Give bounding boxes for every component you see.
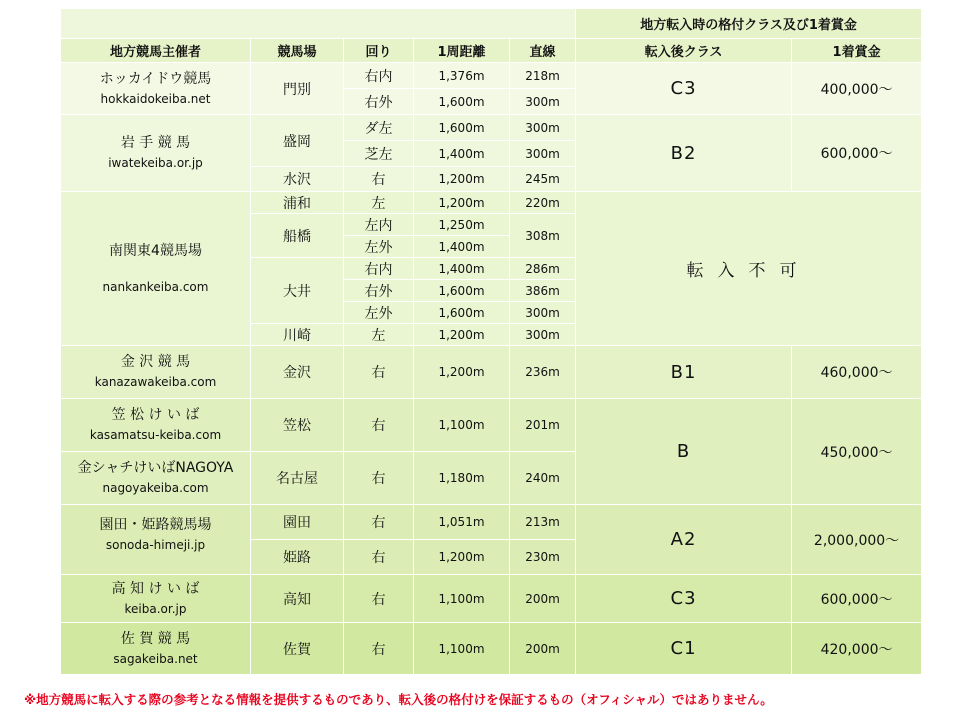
transfer-not-allowed-cell: 転入不可 — [576, 192, 922, 346]
col-header-distance: 1周距離 — [414, 39, 510, 63]
class-cell: C3 — [576, 63, 792, 115]
distance-cell: 1,400m — [414, 141, 510, 167]
prize-cell: 460,000～ — [792, 346, 922, 399]
track-name: 水沢 — [251, 167, 344, 192]
distance-cell: 1,400m — [414, 236, 510, 258]
track-name: 大井 — [251, 258, 344, 324]
straight-cell: 200m — [510, 623, 576, 675]
straight-cell: 201m — [510, 399, 576, 452]
group-header: 地方転入時の格付クラス及び1着賞金 — [576, 9, 922, 39]
straight-cell: 245m — [510, 167, 576, 192]
header-blank-cell — [61, 9, 576, 39]
turn-cell: 右 — [344, 575, 414, 623]
distance-cell: 1,600m — [414, 89, 510, 115]
organizer-cell — [61, 115, 251, 192]
track-name: 笠松 — [251, 399, 344, 452]
track-name: 名古屋 — [251, 452, 344, 505]
prize-cell: 420,000～ — [792, 623, 922, 675]
straight-cell: 300m — [510, 302, 576, 324]
turn-cell: 左外 — [344, 236, 414, 258]
distance-cell: 1,400m — [414, 258, 510, 280]
distance-cell: 1,100m — [414, 623, 510, 675]
organizer-cell — [61, 623, 251, 675]
organizer-url[interactable]: iwatekeiba.or.jp — [108, 156, 203, 170]
organizer-url[interactable]: keiba.or.jp — [124, 601, 187, 616]
turn-cell: 右外 — [344, 89, 414, 115]
turn-cell: ダ左 — [344, 115, 414, 141]
turn-cell: 右 — [344, 505, 414, 540]
straight-cell: 386m — [510, 280, 576, 302]
turn-cell: 右 — [344, 346, 414, 399]
distance-cell: 1,600m — [414, 115, 510, 141]
distance-cell: 1,180m — [414, 452, 510, 505]
prize-cell: 2,000,000～ — [792, 505, 922, 575]
straight-cell: 300m — [510, 141, 576, 167]
straight-cell: 240m — [510, 452, 576, 505]
organizer-cell — [61, 505, 251, 575]
organizer-name: 園田・姫路競馬場 — [99, 516, 212, 533]
turn-cell: 右内 — [344, 258, 414, 280]
class-cell: A2 — [576, 505, 792, 575]
track-name: 佐賀 — [251, 623, 344, 675]
distance-cell: 1,100m — [414, 575, 510, 623]
organizer-url[interactable]: sonoda-himeji.jp — [105, 537, 206, 552]
organizer-name: ホッカイドウ競馬 — [99, 70, 212, 87]
organizer-url[interactable]: nankankeiba.com — [102, 279, 209, 294]
col-header-turn: 回り — [344, 39, 414, 63]
turn-cell: 左 — [344, 324, 414, 346]
organizer-name: 高 知 け い ば — [111, 580, 200, 597]
track-name: 盛岡 — [251, 115, 344, 167]
organizer-name: 笠 松 け い ば — [111, 407, 200, 423]
organizer-url[interactable]: kasamatsu-keiba.com — [89, 428, 222, 442]
straight-cell: 300m — [510, 115, 576, 141]
prize-cell: 600,000～ — [792, 115, 922, 192]
turn-cell: 右 — [344, 540, 414, 575]
prize-cell: 600,000～ — [792, 575, 922, 623]
distance-cell: 1,200m — [414, 167, 510, 192]
col-header-prize: 1着賞金 — [792, 39, 922, 63]
class-cell: C1 — [576, 623, 792, 675]
turn-cell: 右 — [344, 399, 414, 452]
straight-cell: 236m — [510, 346, 576, 399]
organizer-cell — [61, 575, 251, 623]
distance-cell: 1,200m — [414, 346, 510, 399]
turn-cell: 左外 — [344, 302, 414, 324]
turn-cell: 左 — [344, 192, 414, 214]
prize-cell: 400,000～ — [792, 63, 922, 115]
track-name: 高知 — [251, 575, 344, 623]
organizer-name: 金シャチけいばNAGOYA — [77, 460, 234, 476]
col-header-track: 競馬場 — [251, 39, 344, 63]
class-cell: C3 — [576, 575, 792, 623]
straight-cell: 213m — [510, 505, 576, 540]
distance-cell: 1,200m — [414, 192, 510, 214]
straight-cell: 200m — [510, 575, 576, 623]
organizer-name: 佐 賀 競 馬 — [120, 630, 191, 647]
organizer-url[interactable]: hokkaidokeiba.net — [100, 91, 211, 106]
organizer-url[interactable]: kanazawakeiba.com — [94, 375, 217, 389]
distance-cell: 1,100m — [414, 399, 510, 452]
organizer-cell — [61, 452, 251, 505]
straight-cell: 220m — [510, 192, 576, 214]
track-info-table — [60, 8, 922, 675]
distance-cell: 1,051m — [414, 505, 510, 540]
track-name: 金沢 — [251, 346, 344, 399]
turn-cell: 左内 — [344, 214, 414, 236]
track-name: 川崎 — [251, 324, 344, 346]
turn-cell: 右 — [344, 623, 414, 675]
track-name: 姫路 — [251, 540, 344, 575]
organizer-name: 岩 手 競 馬 — [120, 135, 191, 151]
col-header-class: 転入後クラス — [576, 39, 792, 63]
straight-cell: 218m — [510, 63, 576, 89]
track-name: 門別 — [251, 63, 344, 115]
distance-cell: 1,250m — [414, 214, 510, 236]
turn-cell: 右内 — [344, 63, 414, 89]
organizer-cell — [61, 346, 251, 399]
organizer-cell — [61, 63, 251, 115]
turn-cell: 芝左 — [344, 141, 414, 167]
track-name: 浦和 — [251, 192, 344, 214]
straight-cell: 300m — [510, 324, 576, 346]
class-cell: B2 — [576, 115, 792, 192]
class-cell: B1 — [576, 346, 792, 399]
organizer-name: 金 沢 競 馬 — [120, 354, 191, 370]
track-name: 船橋 — [251, 214, 344, 258]
straight-cell: 286m — [510, 258, 576, 280]
straight-cell: 300m — [510, 89, 576, 115]
distance-cell: 1,200m — [414, 540, 510, 575]
straight-cell: 230m — [510, 540, 576, 575]
organizer-url[interactable]: sagakeiba.net — [113, 651, 198, 666]
organizer-cell — [61, 192, 251, 346]
organizer-name: 南関東4競馬場 — [109, 242, 202, 259]
turn-cell: 右 — [344, 452, 414, 505]
col-header-organizer: 地方競馬主催者 — [61, 39, 251, 63]
distance-cell: 1,376m — [414, 63, 510, 89]
organizer-url[interactable]: nagoyakeiba.com — [102, 481, 209, 495]
prize-cell: 450,000～ — [792, 399, 922, 505]
distance-cell: 1,600m — [414, 302, 510, 324]
straight-cell: 308m — [510, 214, 576, 258]
col-header-straight: 直線 — [510, 39, 576, 63]
track-name: 園田 — [251, 505, 344, 540]
class-cell: B — [576, 399, 792, 505]
turn-cell: 右 — [344, 167, 414, 192]
turn-cell: 右外 — [344, 280, 414, 302]
distance-cell: 1,600m — [414, 280, 510, 302]
distance-cell: 1,200m — [414, 324, 510, 346]
organizer-cell — [61, 399, 251, 452]
disclaimer-note: ※地方競馬に転入する際の参考となる情報を提供するものであり、転入後の格付けを保証するもの（オフィシャル）ではありません。 — [24, 692, 773, 707]
